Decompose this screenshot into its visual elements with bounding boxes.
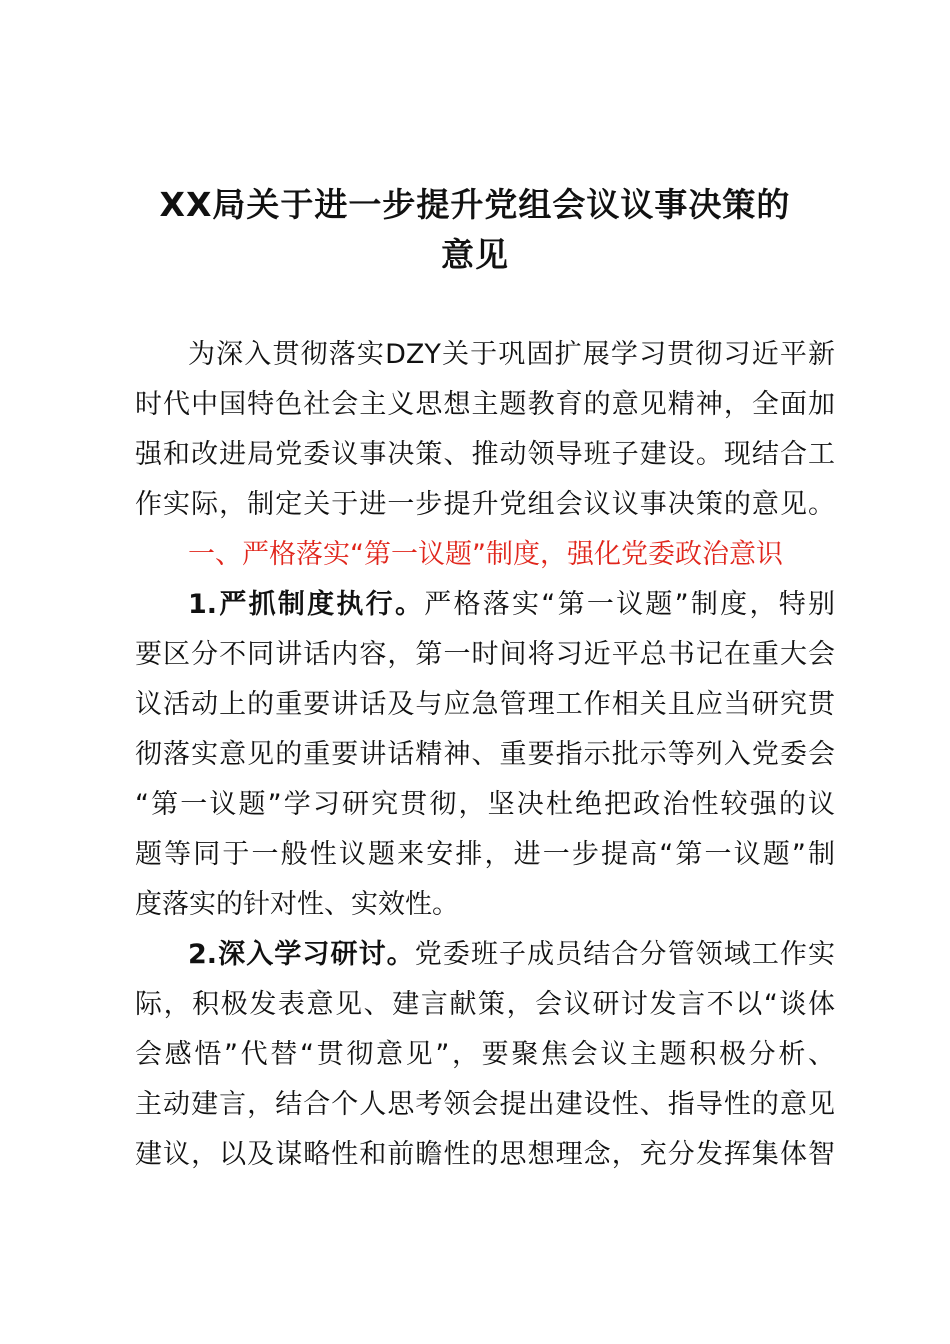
- document-title-line-2: 意见: [441, 235, 509, 274]
- item-1-line: 要区分不同讲话内容，第一时间将习近平总书记在重大会: [135, 639, 835, 670]
- item-2-first-rest: 党委班子成员结合分管领域工作实: [414, 939, 836, 970]
- item-2-lead: 2.深入学习研讨。: [188, 939, 415, 970]
- intro-line-1: 为深入贯彻落实DZY关于巩固扩展学习贯彻习近平新: [188, 339, 835, 370]
- intro-line-2: 时代中国特色社会主义思想主题教育的意见精神，全面加: [135, 389, 835, 420]
- intro-line-3: 强和改进局党委议事决策、推动领导班子建设。现结合工: [135, 439, 835, 470]
- item-1-line: 彻落实意见的重要讲话精神、重要指示批示等列入党委会: [135, 739, 835, 770]
- item-2-line: 际，积极发表意见、建言献策，会议研讨发言不以“谈体: [135, 989, 835, 1020]
- item-1-first-rest: 严格落实“第一议题”制度，特别: [424, 589, 835, 620]
- intro-line-4: 作实际，制定关于进一步提升党组会议议事决策的意见。: [135, 489, 835, 520]
- section-1-heading: 一、严格落实“第一议题”制度，强化党委政治意识: [188, 539, 783, 570]
- item-2-first-line: [188, 930, 835, 980]
- item-1-line: “第一议题”学习研究贯彻，坚决杜绝把政治性较强的议: [135, 789, 835, 820]
- item-1-line: 度落实的针对性、实效性。: [135, 889, 459, 920]
- document-title-line-1: XX局关于进一步提升党组会议议事决策的: [159, 185, 791, 224]
- item-1-line: 题等同于一般性议题来安排，进一步提高“第一议题”制: [135, 839, 835, 870]
- item-2-line: 建议，以及谋略性和前瞻性的思想理念，充分发挥集体智: [135, 1139, 835, 1170]
- item-1-line: 议活动上的重要讲话及与应急管理工作相关且应当研究贯: [135, 689, 835, 720]
- item-1-first-line: [188, 580, 835, 630]
- item-1-lead: 1.严抓制度执行。: [188, 589, 425, 620]
- item-2-line: 主动建言，结合个人思考领会提出建设性、指导性的意见: [135, 1089, 835, 1120]
- item-2-line: 会感悟”代替“贯彻意见”，要聚焦会议主题积极分析、: [135, 1039, 835, 1070]
